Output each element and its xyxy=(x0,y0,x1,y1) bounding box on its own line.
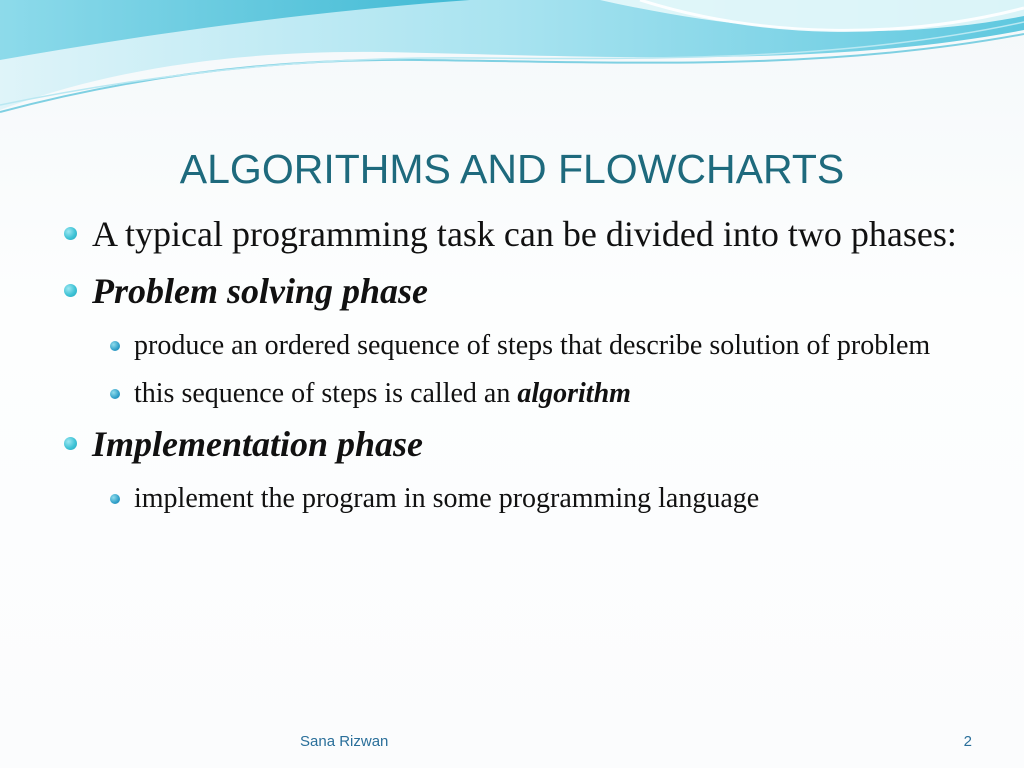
bullet-text: A typical programming task can be divided into two phases: xyxy=(92,214,957,254)
sub-bullet-dot-icon xyxy=(110,494,120,504)
sub-bullet-dot-icon xyxy=(110,389,120,399)
bullet-heading-implementation: Implementation phase xyxy=(92,424,424,464)
slide-title: ALGORITHMS AND FLOWCHARTS xyxy=(179,146,845,192)
sub-bullet-item xyxy=(60,326,980,366)
bullet-dot-icon xyxy=(64,284,77,297)
footer-author: Sana Rizwan xyxy=(300,733,389,750)
emphasis-algorithm: algorithm xyxy=(517,378,631,409)
sub-bullet-dot-icon xyxy=(110,341,120,351)
header-wave-decoration xyxy=(0,0,1024,120)
bullet-item xyxy=(60,422,980,467)
bullet-item xyxy=(60,212,980,257)
bullet-dot-icon xyxy=(64,227,77,240)
sub-bullet-item xyxy=(60,374,980,414)
sub-bullet-item xyxy=(60,479,980,519)
bullet-item xyxy=(60,269,980,314)
bullet-heading-problem-solving: Problem solving phase xyxy=(92,271,429,311)
sub-bullet-text: this sequence of steps is called an xyxy=(134,378,518,409)
sub-bullet-text: implement the program in some programming language xyxy=(134,483,760,514)
sub-bullet-text: produce an ordered sequence of steps that describe solution of problem xyxy=(134,330,931,361)
bullet-list xyxy=(60,212,980,527)
footer-page-number: 2 xyxy=(963,733,972,750)
bullet-dot-icon xyxy=(64,437,77,450)
